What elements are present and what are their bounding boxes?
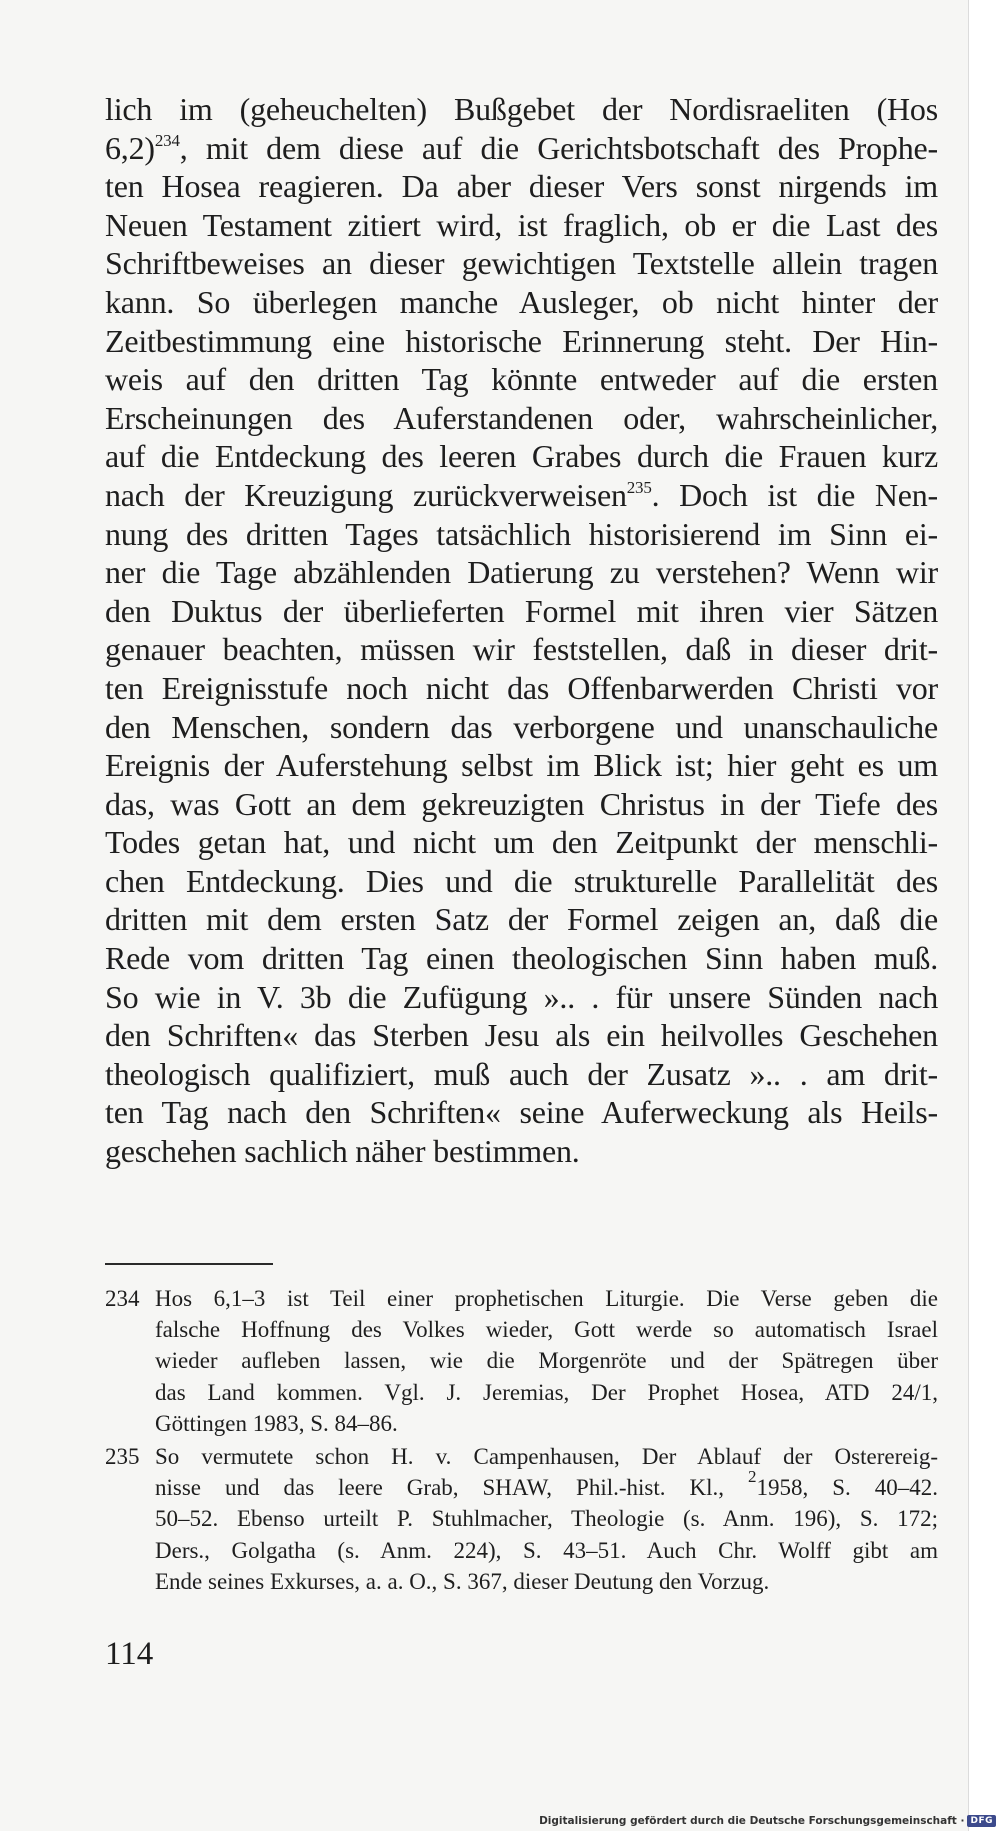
text-run: Rede vom dritten Tag einen theologischen Sinn haben muß. bbox=[105, 940, 938, 977]
body-line bbox=[105, 437, 938, 476]
text-run: ten Ereignisstufe noch nicht das Offenbarwerden Christi vor bbox=[105, 669, 938, 706]
text-run: 1958, S. 40–42. bbox=[756, 1475, 938, 1501]
footnote-reference[interactable]: 2 bbox=[747, 1467, 757, 1487]
text-run: Ereignis der Auferstehung selbst im Blick ist; hier geht es um bbox=[105, 747, 938, 784]
body-line bbox=[105, 785, 938, 824]
body-line bbox=[105, 862, 938, 901]
body-line bbox=[105, 592, 938, 631]
text-run: Zeitbestimmung eine historische Erinnerung steht. Der Hin- bbox=[105, 322, 938, 359]
text-run: falsche Hoffnung des Volkes wieder, Gott werde so automatisch Israel bbox=[155, 1317, 938, 1343]
body-line bbox=[105, 553, 938, 592]
text-run: weis auf den dritten Tag könnte entweder auf die ersten bbox=[105, 361, 938, 398]
body-line bbox=[105, 708, 938, 747]
body-line bbox=[105, 283, 938, 322]
footnote-reference[interactable]: 234 bbox=[154, 130, 180, 150]
body-line bbox=[105, 978, 938, 1017]
text-run: Schriftbeweises an dieser gewichtigen Textstelle allein tragen bbox=[105, 245, 938, 282]
text-run: den Duktus der überlieferten Formel mit ihren vier Sätzen bbox=[105, 592, 938, 629]
footnote-reference[interactable]: 235 bbox=[626, 477, 652, 497]
dfg-logo: DFG bbox=[967, 1815, 996, 1827]
page-number: 114 bbox=[105, 1636, 154, 1672]
text-run: , mit dem diese auf die Gerichtsbotschaft des Prophe- bbox=[179, 129, 938, 166]
footnote-234 bbox=[105, 1283, 938, 1439]
footnote-separator bbox=[105, 1263, 273, 1265]
text-run: den Menschen, sondern das verborgene und unanschauliche bbox=[105, 708, 938, 745]
body-line bbox=[105, 322, 938, 361]
footnote-line bbox=[155, 1503, 938, 1534]
text-run: So wie in V. 3b die Zufügung ».. . für unsere Sünden nach bbox=[105, 978, 938, 1015]
text-run: das Land kommen. Vgl. J. Jeremias, Der Prophet Hosea, ATD 24/1, bbox=[155, 1379, 938, 1405]
footnote-line bbox=[155, 1377, 938, 1408]
text-run: genauer beachten, müssen wir feststellen, daß in dieser drit- bbox=[105, 631, 938, 668]
text-run: Neuen Testament zitiert wird, ist fraglich, ob er die Last des bbox=[105, 206, 938, 243]
body-line bbox=[105, 669, 938, 708]
text-run: Todes getan hat, und nicht um den Zeitpunkt der menschli- bbox=[105, 824, 938, 861]
body-line bbox=[105, 244, 938, 283]
body-line bbox=[105, 900, 938, 939]
body-line bbox=[105, 476, 938, 515]
footnote-line bbox=[155, 1314, 938, 1345]
body-line bbox=[105, 360, 938, 399]
text-run: chen Entdeckung. Dies und die strukturelle Parallelität des bbox=[105, 862, 938, 899]
footnote-235 bbox=[105, 1441, 938, 1597]
body-line bbox=[105, 515, 938, 554]
main-text-block bbox=[105, 90, 938, 1171]
text-run: Ders., Golgatha (s. Anm. 224), S. 43–51. Auch Chr. Wolff gibt am bbox=[155, 1537, 938, 1563]
text-run: dritten mit dem ersten Satz der Formel zeigen an, daß die bbox=[105, 901, 938, 938]
text-run: das, was Gott an dem gekreuzigten Christus in der Tiefe des bbox=[105, 785, 938, 822]
footnote-line bbox=[155, 1345, 938, 1376]
body-line bbox=[105, 129, 938, 168]
body-line bbox=[105, 746, 938, 785]
text-run: kann. So überlegen manche Ausleger, ob nicht hinter der bbox=[105, 283, 938, 320]
body-line bbox=[105, 167, 938, 206]
body-line bbox=[105, 630, 938, 669]
footnote-line bbox=[155, 1441, 938, 1472]
text-run: lich im (geheuchelten) Bußgebet der Nordisraeliten (Hos bbox=[105, 91, 938, 127]
footnote-number: 235 bbox=[105, 1443, 140, 1469]
digitization-credit bbox=[539, 1815, 996, 1827]
text-run: ten Hosea reagieren. Da aber dieser Vers sonst nirgends im bbox=[105, 168, 938, 205]
text-run: Erscheinungen des Auferstandenen oder, wahrscheinlicher, bbox=[105, 399, 938, 436]
text-run: auf die Entdeckung des leeren Grabes durch die Frauen kurz bbox=[105, 438, 938, 475]
body-line bbox=[105, 399, 938, 438]
text-run: geschehen sachlich näher bestimmen. bbox=[105, 1133, 580, 1170]
text-run: nach der Kreuzigung zurückverweisen bbox=[105, 476, 627, 513]
footnote-line bbox=[155, 1408, 938, 1439]
body-line bbox=[105, 939, 938, 978]
text-run: . Doch ist die Nen- bbox=[651, 476, 938, 513]
text-run: nung des dritten Tages tatsächlich historisierend im Sinn ei- bbox=[105, 515, 938, 552]
body-line bbox=[105, 90, 938, 129]
scan-margin bbox=[968, 0, 1000, 1831]
body-line bbox=[105, 823, 938, 862]
text-run: 50–52. Ebenso urteilt P. Stuhlmacher, Theologie (s. Anm. 196), S. 172; bbox=[155, 1506, 938, 1532]
footnote-number: 234 bbox=[105, 1286, 140, 1311]
footnote-line bbox=[155, 1535, 938, 1566]
footnote-line bbox=[155, 1283, 938, 1314]
text-run: ner die Tage abzählenden Datierung zu verstehen? Wenn wir bbox=[105, 554, 938, 591]
text-run: theologisch qualifiziert, muß auch der Zusatz ».. . am drit- bbox=[105, 1055, 938, 1092]
text-run: Hos 6,1–3 ist Teil einer prophetischen Liturgie. Die Verse geben die bbox=[155, 1286, 938, 1311]
text-run: nisse und das leere Grab, SHAW, Phil.-hist. Kl., bbox=[155, 1475, 748, 1501]
text-run: Göttingen 1983, S. 84–86. bbox=[155, 1410, 398, 1436]
text-run: Ende seines Exkurses, a. a. O., S. 367, dieser Deutung den Vorzug. bbox=[155, 1568, 770, 1594]
text-run: den Schriften« das Sterben Jesu als ein heilvolles Geschehen bbox=[105, 1017, 938, 1054]
text-run: 6,2) bbox=[105, 129, 155, 166]
footnote-line bbox=[155, 1467, 938, 1503]
body-line bbox=[105, 1132, 938, 1171]
body-line bbox=[105, 206, 938, 245]
text-run: So vermutete schon H. v. Campenhausen, Der Ablauf der Osterereig- bbox=[155, 1443, 938, 1469]
credit-text: Digitalisierung gefördert durch die Deutsche Forschungsgemeinschaft · bbox=[539, 1815, 965, 1827]
footnotes-block bbox=[105, 1283, 938, 1599]
body-line bbox=[105, 1016, 938, 1055]
text-run: wieder aufleben lassen, wie die Morgenröte und der Spätregen über bbox=[155, 1348, 938, 1374]
body-line bbox=[105, 1093, 938, 1132]
body-line bbox=[105, 1055, 938, 1094]
text-run: ten Tag nach den Schriften« seine Auferweckung als Heils- bbox=[105, 1094, 938, 1131]
footnote-line bbox=[155, 1566, 938, 1597]
